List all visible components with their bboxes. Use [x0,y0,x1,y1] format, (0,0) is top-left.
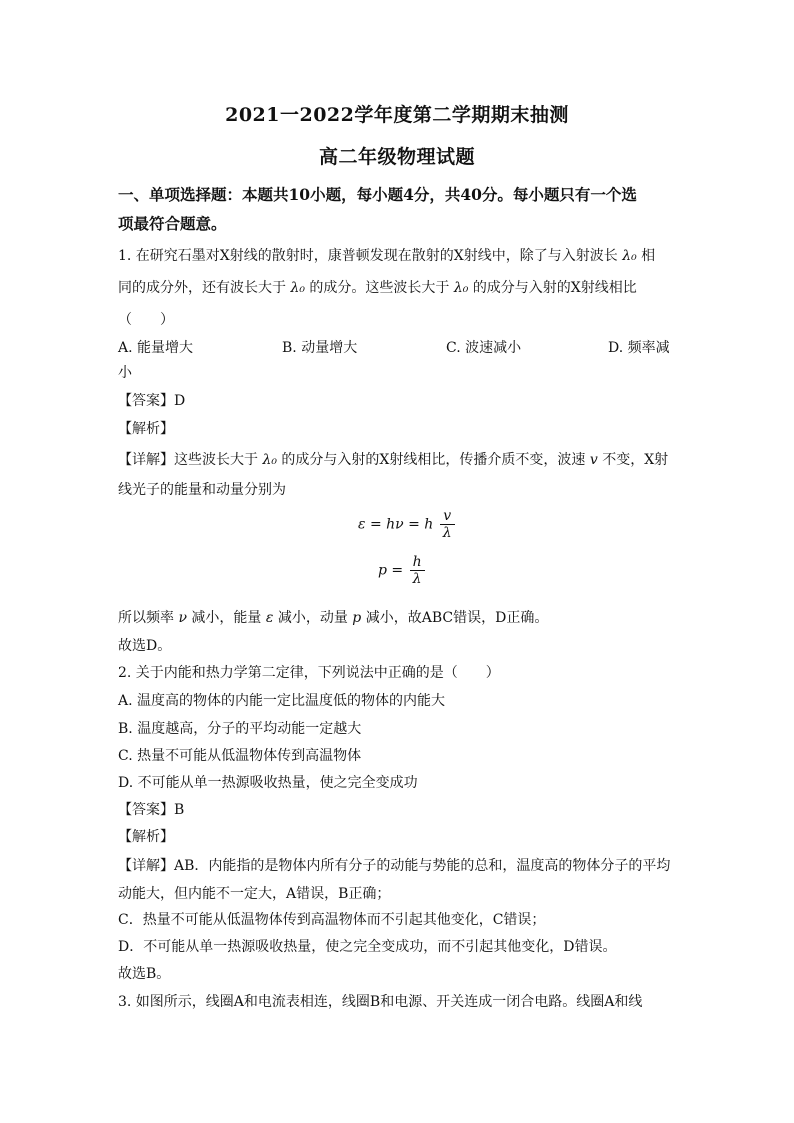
q1-option-d-wrap: 小 [118,365,132,381]
lambda0-symbol: λ₀ [453,280,469,296]
q2-detail-line1: 【详解】AB．内能指的是物体内所有分子的动能与势能的总和，温度高的物体分子的平均 [118,858,671,874]
q1-conclusion-text: 减小，能量 [191,610,262,626]
q1-stem-text: 的成分。这些波长大于 [309,280,450,296]
q1-detail-line2: 线光子的能量和动量分别为 [118,482,286,498]
v-symbol: v [589,452,598,468]
q2-option-c: C. 热量不可能从低温物体传到高温物体 [118,748,362,764]
momentum-fraction [410,554,425,587]
q3-stem: 3. 如图所示，线圈A和电流表相连，线圈B和电源、开关连成一闭合电路。线圈A和线 [118,994,643,1010]
q1-analysis-label: 【解析】 [118,421,174,437]
q2-detail-line2: 动能大，但内能不一定大，A错误，B正确； [118,886,391,902]
lambda0-symbol: λ₀ [262,452,277,468]
q1-option-d: D. 频率减 [608,340,670,356]
q2-detail-line3: C．热量不可能从低温物体传到高温物体而不引起其他变化，C错误； [118,912,546,928]
exam-title: 2021一2022学年度第二学期期末抽测 [225,104,569,126]
momentum-formula-lhs: p = [378,562,408,579]
q1-stem-text: 的成分与入射的X射线相比 [472,280,637,296]
q1-conclusion-text: 减小，故ABC错误，D正确。 [365,610,549,626]
exam-subtitle: 高二年级物理试题 [318,146,475,168]
q1-conclusion-text: 所以频率 [118,610,174,626]
momentum-formula [378,554,425,587]
energy-fraction-denominator: λ [442,525,452,541]
q1-answer: 【答案】D [118,393,186,409]
energy-formula-lhs: ε = hν = h [358,516,434,533]
energy-formula [358,508,455,541]
q1-option-c: C. 波速减小 [446,340,522,356]
q2-option-d: D. 不可能从单一热源吸收热量，使之完全变成功 [118,775,418,791]
q1-stem-text: 1. 在研究石墨对X射线的散射时，康普顿发现在散射的X射线中，除了与入射波长 [118,248,618,264]
q2-detail-line4: D．不可能从单一热源吸收热量，使之完全变成功，而不引起其他变化，D错误。 [118,939,617,955]
q1-conclusion-text: 减小，动量 [277,610,348,626]
q2-stem: 2. 关于内能和热力学第二定律，下列说法中正确的是（ ） [118,665,500,681]
q2-choose: 故选B。 [118,966,171,982]
lambda0-symbol: λ₀ [622,248,637,264]
q1-detail-text: 【详解】这些波长大于 [118,452,258,468]
q1-option-a: A. 能量增大 [118,340,194,356]
epsilon-symbol: ε [265,610,274,626]
q2-analysis-label: 【解析】 [118,829,174,845]
energy-fraction-numerator: v [440,508,455,525]
q1-detail-text: 不变，X射 [602,452,669,468]
lambda0-symbol: λ₀ [290,280,305,296]
q1-stem-text: 同的成分外，还有波长大于 [118,280,286,296]
q1-answer-paren: （ ） [118,312,174,328]
q2-answer: 【答案】B [118,802,185,818]
p-symbol: p [352,610,362,626]
q1-stem-text: 相 [641,248,656,264]
q1-detail-line1 [118,449,668,469]
q1-choose: 故选D。 [118,638,172,654]
momentum-fraction-denominator: λ [412,571,422,587]
section-heading-line2: 项最符合题意。 [118,214,227,233]
section-heading-line1: 一、单项选择题：本题共10小题，每小题4分，共40分。每小题只有一个选 [118,185,637,204]
momentum-fraction-numerator: h [410,554,425,571]
q1-stem-line2 [118,277,637,297]
energy-fraction [440,508,455,541]
q1-conclusion [118,607,548,627]
q1-detail-text: 的成分与入射的X射线相比，传播介质不变，波速 [281,452,586,468]
q2-option-a: A. 温度高的物体的内能一定比温度低的物体的内能大 [118,693,446,709]
q1-stem-line1 [118,245,655,265]
q2-option-b: B. 温度越高，分子的平均动能一定越大 [118,721,362,737]
nu-symbol: ν [178,610,187,626]
q1-option-b: B. 动量增大 [282,340,358,356]
